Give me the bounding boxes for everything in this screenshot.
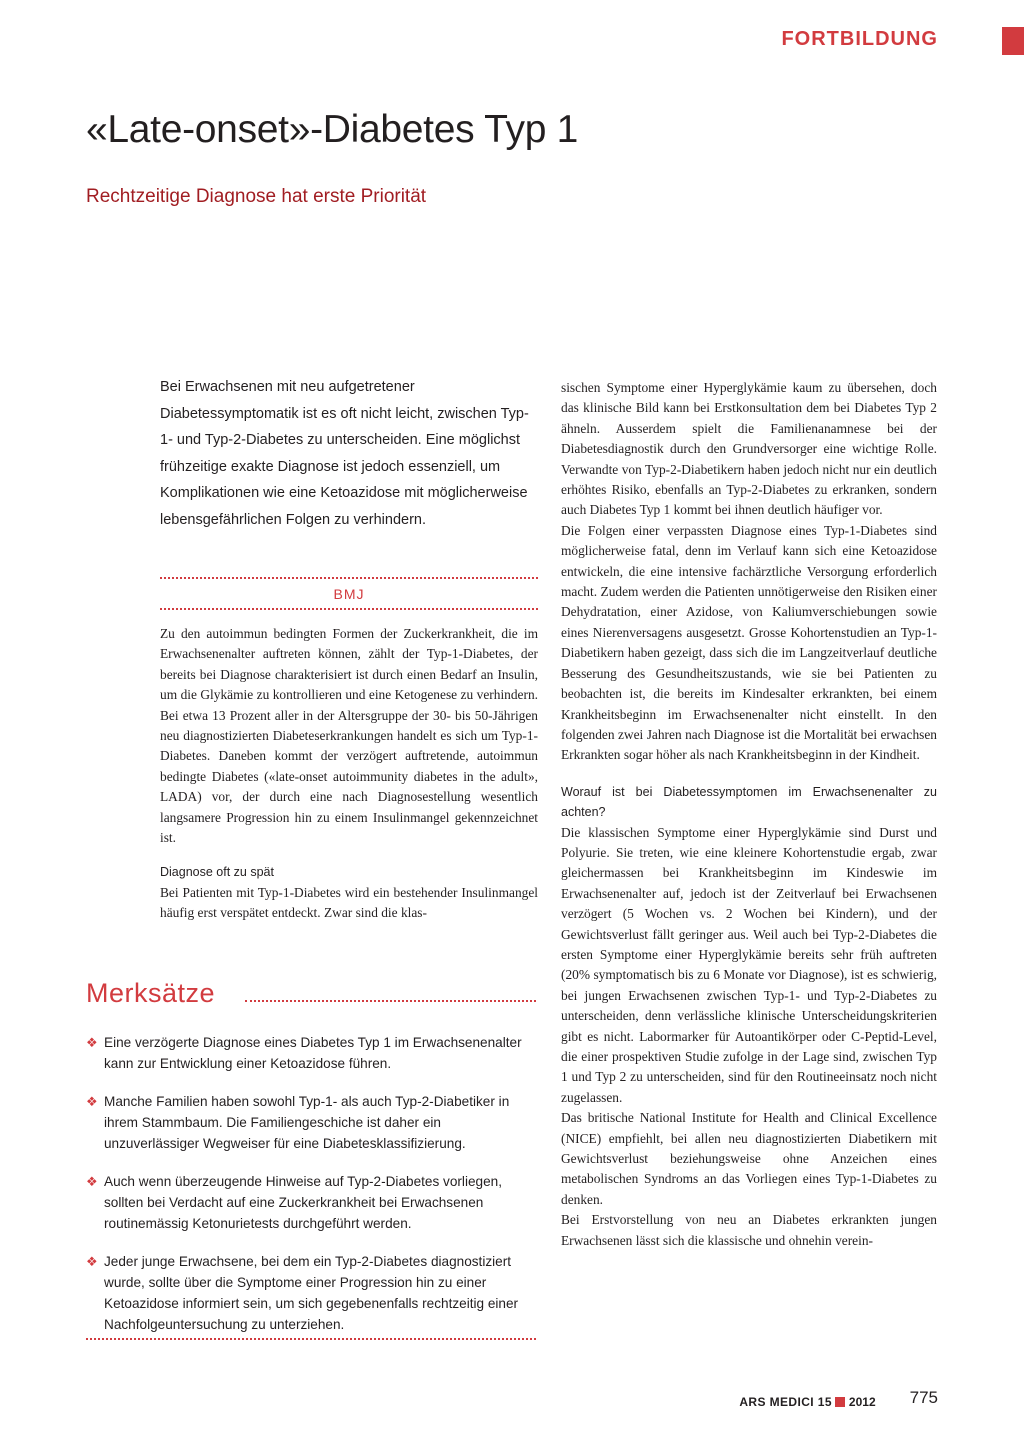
right-paragraph-1: sischen Symptome einer Hyperglykämie kaum zu übersehen, doch das klinische Bild kann bei Erstkonsultation dem bei Diabetes Typ 2 ähneln. Ausserdem spielt die Familienanamnese bei der Diabetesdiagnostik durch den Grundversorger eine wichtige Rolle. Verwandte von Typ-2-Diabetikern haben jedoch nicht nur ein deutlich erhöhtes Risiko, ebenfalls an Typ-2-Diabetes zu erkranken, sondern auch Diabetes Typ 1 kommt bei ihnen deutlich häufiger vor. [561, 380, 937, 518]
merksaetze-list [86, 1032, 536, 1352]
right-paragraph-4: Das britische National Institute for Health and Clinical Excellence (NICE) empfiehlt, bei allen neu diagnostizierten Diabetikern mit Gewichtsverlust beziehungsweise ohne Anzeichen eines metabolischen Syndroms an das Vorliegen eines Typ-1-Diabetes zu denken. [561, 1110, 937, 1207]
left-paragraph-2: Bei Patienten mit Typ-1-Diabetes wird ein bestehender Insulinmangel häufig erst verspätet entdeckt. Zwar sind die klas- [160, 884, 538, 921]
left-paragraph-1: Zu den autoimmun bedingten Formen der Zuckerkrankheit, die im Erwachsenenalter auftreten können, zählt der Typ-1-Diabetes, der bereits bei Diagnose charakterisiert ist durch einen Bedarf an Insulin, um die Glykämie zu kontrollieren und eine Ketogenese zu verhindern. Bei etwa 13 Prozent aller in der Altersgruppe der 30- bis 50-Jährigen neu diagnostizierten Diabeteserkrankungen handelt es sich um Typ-1-Diabetes. Daneben kommt der verzögert auftretende, autoimmun bedingte Diabetes («late-onset autoimmunity diabetes in the adult», LADA) vor, der durch eine nach Diagnosestellung wesentlich langsamere Progression hin zu einem Insulinmangel gekennzeichnet ist. [160, 626, 538, 846]
left-column [160, 624, 538, 924]
section-color-block [1002, 27, 1024, 55]
left-subheading: Diagnose oft zu spät [160, 865, 274, 880]
article-author: BMJ [333, 586, 365, 602]
merksaetze-item [86, 1171, 536, 1234]
merksaetze-item-text: Eine verzögerte Diagnose eines Diabetes Typ 1 im Erwachsenenalter kann zur Entwicklung einer Ketoazidose führen. [104, 1035, 522, 1071]
section-label: FORTBILDUNG [781, 28, 938, 50]
journal-year: 2012 [848, 1395, 876, 1409]
merksaetze-item [86, 1251, 536, 1335]
right-column [561, 378, 937, 1251]
merksaetze-item-text: Auch wenn überzeugende Hinweise auf Typ-2-Diabetes vorliegen, sollten bei Verdacht auf eine Zuckerkrankheit bei Erwachsenen routinemässig Ketonurietests durchgeführt werden. [104, 1174, 502, 1231]
page-number: 775 [909, 1388, 938, 1407]
article-title: «Late-onset»-Diabetes Typ 1 [86, 108, 579, 151]
merksaetze-item [86, 1032, 536, 1074]
diamond-bullet-icon: ❖ [86, 1254, 98, 1269]
right-paragraph-3: Die klassischen Symptome einer Hyperglykämie sind Durst und Polyurie. Sie treten, wie eine kleinere Kohortenstudie ergab, zwar gleichermassen bei Krankheitsbeginn im Kindeswie im Erwachsenenalter auf, jedoch ist der Zeitverlauf bei Erwachsenen verzögert (5 Wochen vs. 2 Wochen bei Kindern), und der Gewichtsverlust fällt geringer aus. Weil auch bei Typ-2-Diabetes die ersten Symptome einer Hyperglykämie bereits sehr früh auftreten (20% symptomatisch bis zu 6 Monate vor Diagnose), ist es schwierig, bei jungen Erwachsenen zwischen Typ-1- und Typ-2-Diabetes zu unterscheiden, denn verlässliche klinische Unterscheidungskriterien gibt es nicht. Labormarker für Autoantikörper oder C-Peptid-Level, die einer prospektiven Studie zufolge in der Lage sind, zwischen Typ 1 und Typ 2 zu unterscheiden, sind für den Routineeinsatz noch nicht zugelassen. [561, 824, 937, 1105]
diamond-bullet-icon: ❖ [86, 1035, 98, 1050]
merksaetze-item-text: Manche Familien haben sowohl Typ-1- als auch Typ-2-Diabetiker in ihrem Stammbaum. Die Familiengeschiche ist daher ein unzuverlässiger Wegweiser für eine Diabetesklassifizierung. [104, 1094, 510, 1151]
author-divider-bottom [160, 608, 538, 610]
merksaetze-bottom-divider [86, 1338, 536, 1340]
article-subtitle: Rechtzeitige Diagnose hat erste Priorität [86, 186, 427, 207]
merksaetze-item-text: Jeder junge Erwachsene, bei dem ein Typ-2-Diabetes diagnostiziert wurde, sollte über die Symptome einer Progression hin zu einer Ketoazidose informiert sein, um sich gegebenenfalls rechtzeitig einer Nachfolgeuntersuchung zu unterziehen. [104, 1254, 519, 1332]
diamond-bullet-icon: ❖ [86, 1094, 98, 1109]
right-paragraph-5: Bei Erstvorstellung von neu an Diabetes erkrankten jungen Erwachsenen lässt sich die klassische und ohnehin verein- [561, 1212, 937, 1248]
article-lead: Bei Erwachsenen mit neu aufgetretener Diabetessymptomatik ist es oft nicht leicht, zwischen Typ-1- und Typ-2-Diabetes zu unterscheiden. Eine möglichst frühzeitige exakte Diagnose ist jedoch essenziell, um Komplikationen wie eine Ketoazidose mit möglicherweise lebensgefährlichen Folgen zu verhindern. [160, 379, 529, 528]
author-divider-top [160, 577, 538, 579]
merksaetze-title: Merksätze [86, 978, 216, 1008]
merksaetze-item [86, 1091, 536, 1154]
square-separator-icon [835, 1397, 845, 1407]
page-footer [739, 1388, 938, 1412]
diamond-bullet-icon: ❖ [86, 1174, 98, 1189]
merksaetze-title-divider [245, 1000, 536, 1002]
right-paragraph-2: Die Folgen einer verpassten Diagnose eines Typ-1-Diabetes sind möglicherweise fatal, denn im Verlauf kann sich eine Ketoazidose entwickeln, die eine intensive fachärztliche Versorgung erforderlich macht. Zudem werden die Patienten unnötigerweise den Risiken einer Dehydratation, einer Azidose, von Kaliumverschiebungen sowie eines Nierenversagens ausgesetzt. Grosse Kohortenstudien an Typ-1-Diabetikern haben gezeigt, dass sich die im Langzeitverlauf deutliche Besserung des Gesundheitszustands, wie sie bei Patienten zu beobachten ist, die bereits im Kindesalter erkrankten, bei einem Krankheitsbeginn im Erwachsenenalter nicht einstellt. In den folgenden zwei Jahren nach Diagnose ist die Mortalität bei erwachsen Erkrankten sogar höher als nach Krankheitsbeginn in der Kindheit. [561, 522, 937, 763]
journal-name: ARS MEDICI 15 [739, 1395, 832, 1409]
right-subheading: Worauf ist bei Diabetessymptomen im Erwachsenenalter zu achten? [561, 784, 937, 820]
